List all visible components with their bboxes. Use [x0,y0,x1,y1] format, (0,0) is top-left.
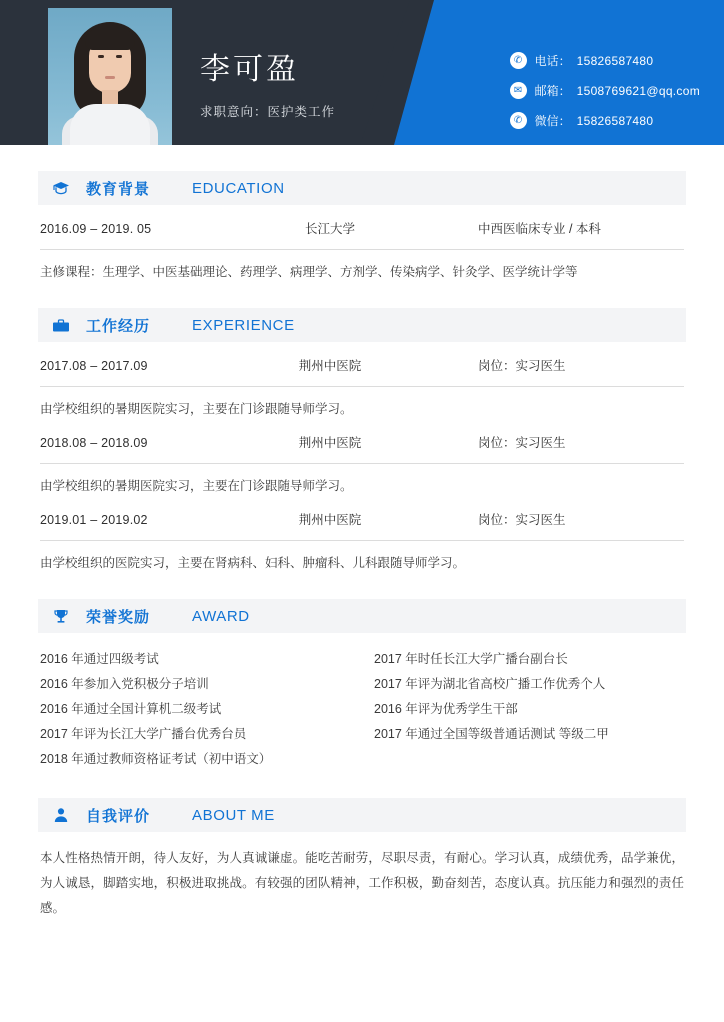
section-title-cn-about: 自我评价 [86,807,151,825]
experience-entry [38,419,686,496]
experience-org: 荆州中医院 [298,359,362,373]
graduation-cap-icon [52,179,70,197]
experience-desc: 由学校组织的暑期医院实习，主要在门诊跟随导师学习。 [40,479,353,493]
experience-entry-top [40,356,684,374]
section-title-cn-education: 教育背景 [86,180,151,198]
briefcase-icon [52,316,70,334]
experience-role: 岗位：实习医生 [478,436,566,450]
resume-body [0,171,724,921]
education-date: 2016.09 – 2019. 05 [40,222,152,236]
experience-entry [38,342,686,419]
award-column-right [362,647,684,772]
award-item: 2017 年评为湖北省高校广播工作优秀个人 [374,677,606,691]
section-title-cn-experience: 工作经历 [86,317,151,335]
education-entry-top [40,219,684,237]
award-column-left [40,647,362,772]
avatar-mouth [105,76,115,79]
avatar-eye-right [116,55,122,58]
job-objective: 求职意向：医护类工作 [200,105,336,119]
experience-desc: 由学校组织的医院实习，主要在肾病科、妇科、肿瘤科、儿科跟随导师学习。 [40,556,466,570]
section-experience [38,308,686,573]
award-item: 2016 年评为优秀学生干部 [374,702,518,716]
award-grid [38,633,686,772]
section-award [38,599,686,772]
experience-entry-top [40,510,684,528]
contact-wechat-label: 微信： [534,114,571,128]
experience-org: 荆州中医院 [298,436,362,450]
contact-email-value: 1508769621@qq.com [576,83,700,98]
about-text: 本人性格热情开朗，待人友好，为人真诚谦虚。能吃苦耐劳，尽职尽责，有耐心。学习认真，成绩优秀，品学兼优，为人诚恳，脚踏实地，积极进取挑战。有较强的团队精神，工作积极，勤奋刻苦，态度认真。抗压能力和强烈的责任感。 [40,851,684,915]
phone-icon: ✆ [510,52,527,69]
education-rule [40,249,684,250]
experience-rule [40,540,684,541]
resume-header [0,0,724,145]
education-entry [38,205,686,282]
section-title-cn-award: 荣誉奖励 [86,608,151,626]
contact-email [510,82,700,99]
contact-wechat [510,112,700,129]
experience-date: 2018.08 – 2018.09 [40,436,148,450]
section-header-about [38,798,686,832]
experience-org: 荆州中医院 [298,513,362,527]
section-about [38,798,686,921]
section-header-education [38,171,686,205]
section-education [38,171,686,282]
contact-phone [510,52,700,69]
education-school: 长江大学 [304,222,355,236]
award-item: 2016 年通过四级考试 [40,652,159,666]
award-item: 2017 年评为长江大学广播台优秀台员 [40,727,247,741]
experience-role: 岗位：实习医生 [478,359,566,373]
education-major: 中西医临床专业 / 本科 [478,222,601,236]
experience-rule [40,386,684,387]
section-title-en-experience: EXPERIENCE [192,316,295,334]
award-item: 2017 年时任长江大学广播台副台长 [374,652,568,666]
award-item: 2018 年通过教师资格证考试（初中语文） [40,752,272,766]
experience-rule [40,463,684,464]
award-item: 2016 年通过全国计算机二级考试 [40,702,222,716]
avatar-eye-left [98,55,104,58]
trophy-icon [52,607,70,625]
award-item: 2016 年参加入党积极分子培训 [40,677,209,691]
contact-wechat-value: 15826587480 [576,113,654,128]
section-header-experience [38,308,686,342]
avatar [48,8,172,145]
avatar-fringe [85,28,135,50]
experience-entry [38,496,686,573]
section-title-en-education: EDUCATION [192,179,285,197]
user-icon [52,806,70,824]
contact-list [510,52,700,129]
experience-entry-top [40,433,684,451]
experience-date: 2017.08 – 2017.09 [40,359,148,373]
section-title-en-about: ABOUT ME [192,806,275,824]
section-header-award [38,599,686,633]
experience-role: 岗位：实习医生 [478,513,566,527]
experience-desc: 由学校组织的暑期医院实习，主要在门诊跟随导师学习。 [40,402,353,416]
page-title: 李可盈 [200,53,299,86]
avatar-body [70,104,150,145]
section-title-en-award: AWARD [192,607,250,625]
education-courses: 主修课程：生理学、中医基础理论、药理学、病理学、方剂学、传染病学、针灸学、医学统计学等 [40,265,578,279]
contact-phone-label: 电话： [534,54,571,68]
mail-icon: ✉ [510,82,527,99]
name-block [200,52,335,120]
contact-phone-value: 15826587480 [576,53,654,68]
contact-email-label: 邮箱： [534,84,571,98]
wechat-icon: ✆ [510,112,527,129]
experience-date: 2019.01 – 2019.02 [40,513,148,527]
award-item: 2017 年通过全国等级普通话测试 等级二甲 [374,727,609,741]
